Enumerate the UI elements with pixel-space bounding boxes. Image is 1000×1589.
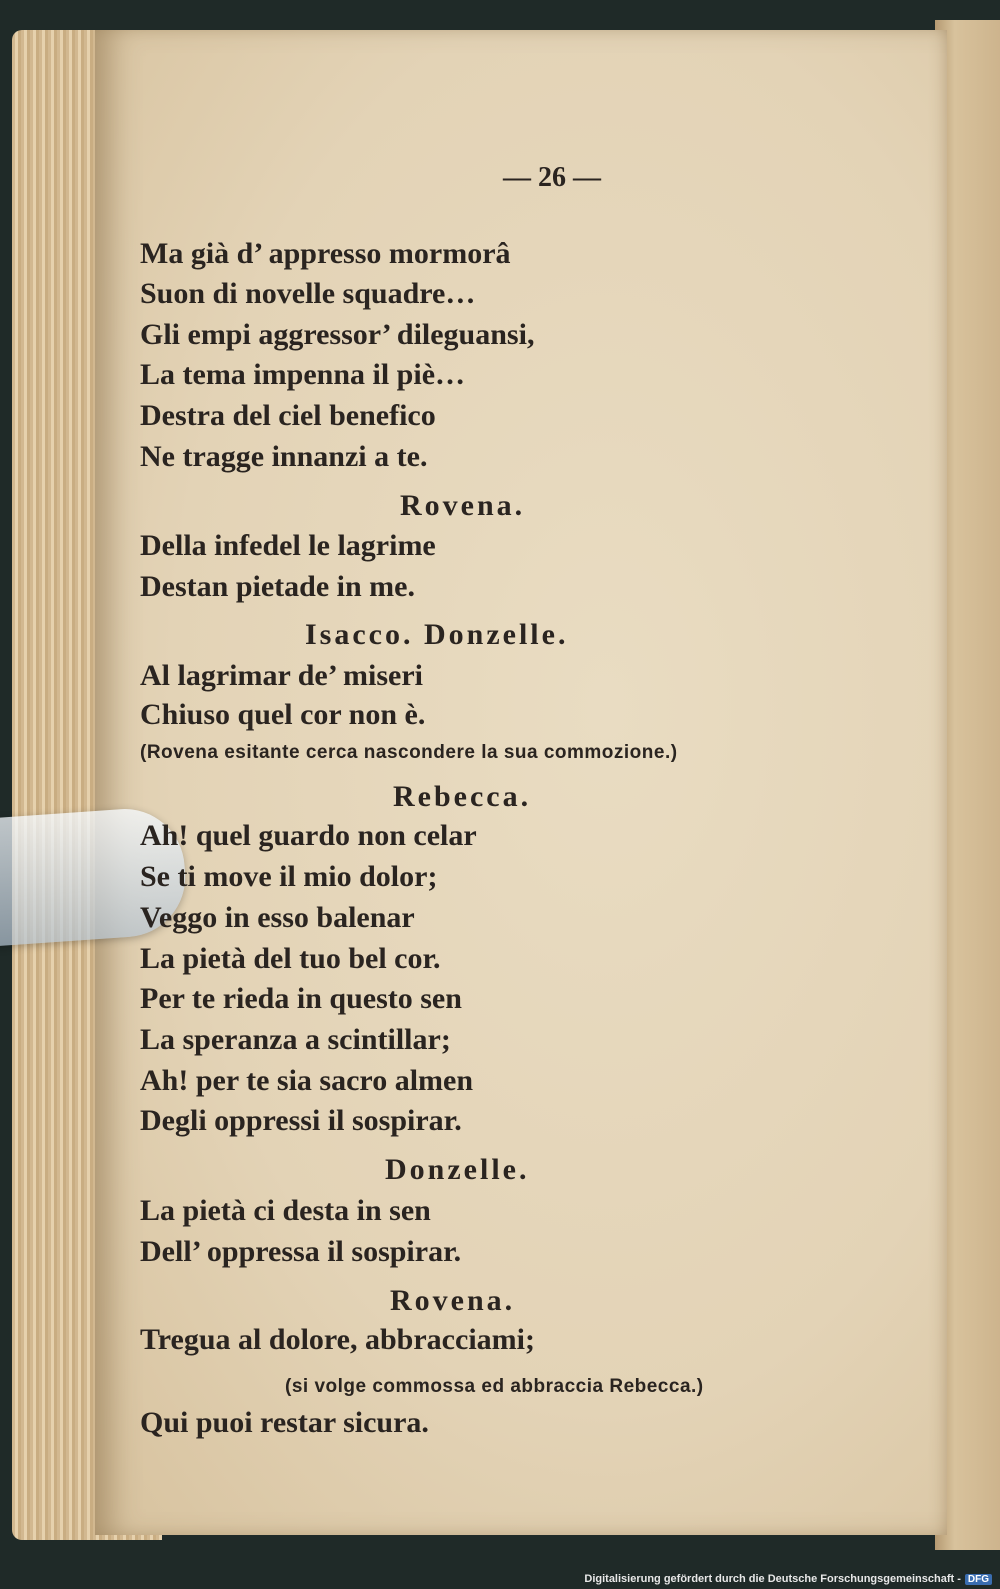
speaker-name: Rebecca. xyxy=(393,780,532,813)
stage-direction: (Rovena esitante cerca nascondere la sua commozione.) xyxy=(140,742,678,763)
page-text xyxy=(140,0,920,1540)
verse-line: Se ti move il mio dolor; xyxy=(140,860,438,893)
verse-line: Veggo in esso balenar xyxy=(140,901,415,934)
verse-line: Destan pietade in me. xyxy=(140,570,415,603)
verse-line: Suon di novelle squadre… xyxy=(140,277,476,310)
verse-line: Destra del ciel benefico xyxy=(140,399,436,432)
verse-line: Gli empi aggressor’ dileguansi, xyxy=(140,318,535,351)
verse-line: Degli oppressi il sospirar. xyxy=(140,1104,462,1137)
credit-text: Digitalisierung gefördert durch die Deutsche Forschungsgemeinschaft - xyxy=(584,1573,961,1585)
verse-line: La speranza a scintillar; xyxy=(140,1023,451,1056)
verse-line: La pietà ci desta in sen xyxy=(140,1194,431,1227)
verse-line: Ah! quel guardo non celar xyxy=(140,819,477,852)
verse-line: Ne tragge innanzi a te. xyxy=(140,440,428,473)
verse-line: Tregua al dolore, abbracciami; xyxy=(140,1323,535,1356)
dfg-logo: DFG xyxy=(965,1574,992,1585)
verse-line: Della infedel le lagrime xyxy=(140,529,436,562)
verse-line: La pietà del tuo bel cor. xyxy=(140,942,441,975)
speaker-name: Rovena. xyxy=(390,1284,516,1317)
verse-line: Qui puoi restar sicura. xyxy=(140,1406,429,1439)
verse-line: Al lagrimar de’ miseri xyxy=(140,659,423,692)
verse-line: La tema impenna il piè… xyxy=(140,358,466,391)
verse-line: Ma già d’ appresso mormorâ xyxy=(140,237,511,270)
digitization-credit xyxy=(584,1573,992,1585)
page-number: — 26 — xyxy=(503,162,601,193)
speaker-name: Donzelle. xyxy=(385,1153,530,1186)
stage-direction: (si volge commossa ed abbraccia Rebecca.) xyxy=(285,1376,704,1397)
verse-line: Chiuso quel cor non è. xyxy=(140,698,426,731)
verse-line: Dell’ oppressa il sospirar. xyxy=(140,1235,462,1268)
speaker-name: Rovena. xyxy=(400,489,526,522)
verse-line: Per te rieda in questo sen xyxy=(140,982,462,1015)
speaker-name: Isacco. Donzelle. xyxy=(305,618,569,651)
verse-line: Ah! per te sia sacro almen xyxy=(140,1064,474,1097)
